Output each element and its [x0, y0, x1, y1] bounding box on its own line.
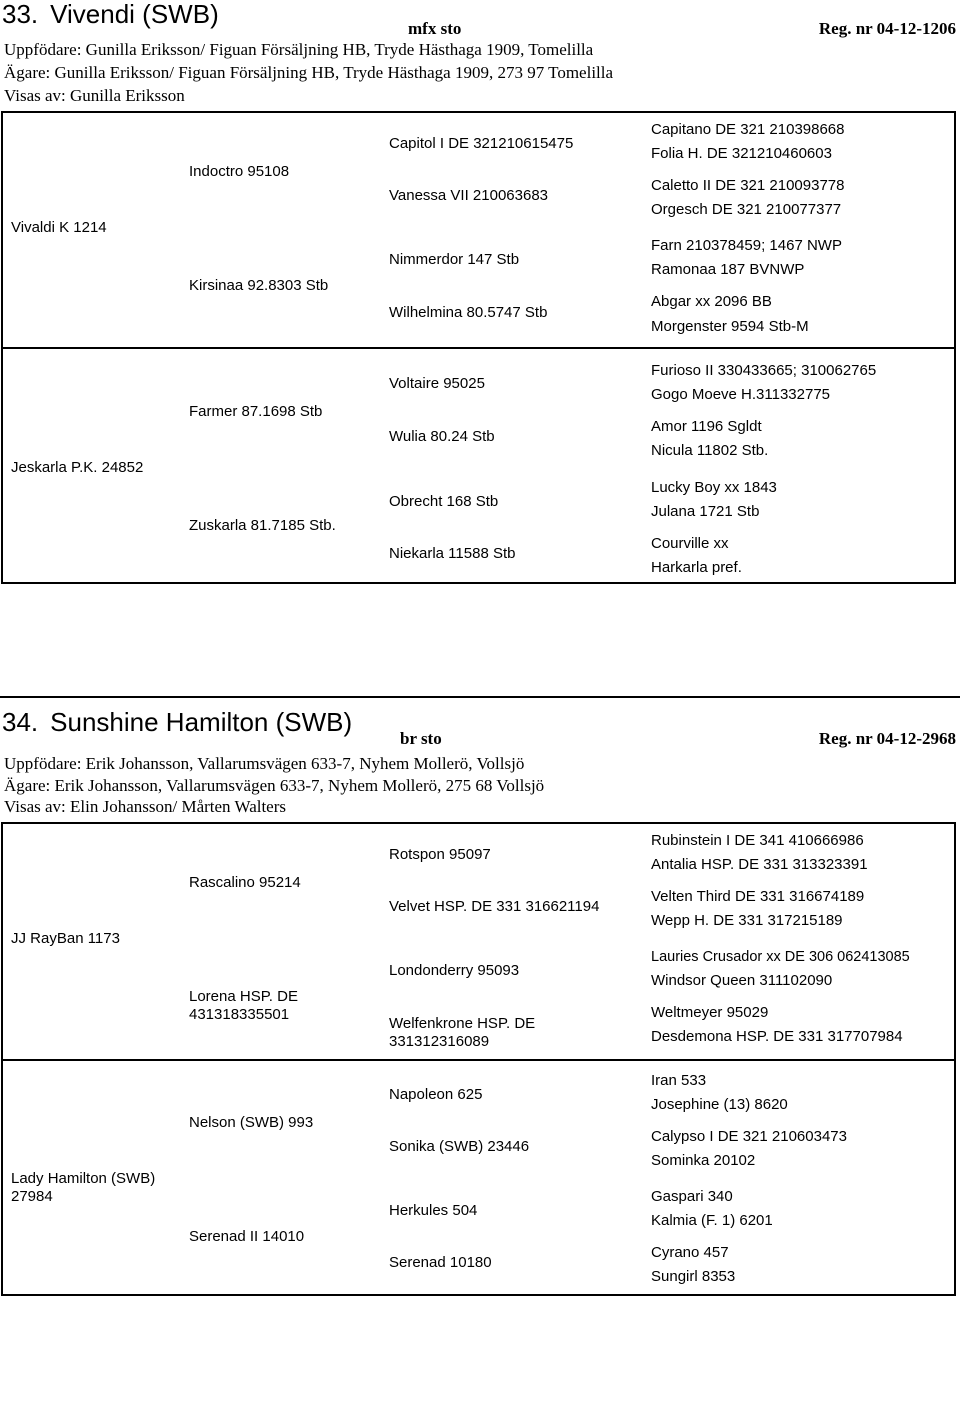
g4b-7: Cyrano 457 [651, 1244, 729, 1261]
entry-number: 34. [2, 707, 39, 737]
g3-2: Vanessa VII 210063683 [389, 187, 549, 204]
pedigree-divider [3, 1059, 954, 1061]
g3-8: Serenad 10180 [389, 1254, 492, 1271]
catalog-entry-33 [0, 0, 960, 600]
entry-title [2, 706, 352, 738]
pedigree-table [1, 111, 956, 584]
g4-2: Folia H. DE 321210460603 [651, 145, 832, 162]
dam-sire: Farmer 87.1698 Stb [189, 403, 323, 420]
registration-number: Reg. nr 04-12-1206 [818, 19, 956, 38]
g4b-2: Gogo Moeve H.311332775 [651, 386, 831, 403]
g3-3: Nimmerdor 147 Stb [389, 251, 520, 268]
g4-7: Weltmeyer 95029 [651, 1004, 769, 1021]
g4-8: Desdemona HSP. DE 331 317707984 [651, 1028, 903, 1045]
g4-3: Caletto II DE 321 210093778 [651, 177, 845, 194]
registration-number: Reg. nr 04-12-2968 [818, 729, 956, 748]
owner: Ägare: Erik Johansson, Vallarumsvägen 633-7, Nyhem Mollerö, 275 68 Vollsjö [4, 776, 545, 795]
g4-6: Windsor Queen 311102090 [651, 972, 833, 989]
horse-name: Vivendi (SWB) [50, 0, 219, 29]
breeder: Uppfödare: Erik Johansson, Vallarumsvägen 633-7, Nyhem Mollerö, Vollsjö [4, 754, 525, 773]
owner: Ägare: Gunilla Eriksson/ Figuan Försäljning HB, Tryde Hästhaga 1909, 273 97 Tomelilla [4, 63, 614, 82]
g3-4: Wilhelmina 80.5747 Stb [389, 304, 548, 321]
g3-5: Napoleon 625 [389, 1086, 483, 1103]
g4b-5: Gaspari 340 [651, 1188, 733, 1205]
shown-by: Visas av: Elin Johansson/ Mårten Walters [4, 797, 287, 816]
g4-3: Velten Third DE 331 316674189 [651, 888, 865, 905]
g3-5: Voltaire 95025 [389, 375, 485, 392]
horse-tag: mfx sto [408, 19, 462, 38]
g4b-8: Sungirl 8353 [651, 1268, 736, 1285]
g4-7: Abgar xx 2096 BB [651, 293, 772, 310]
g4b-4: Nicula 11802 Stb. [651, 442, 769, 459]
horse-tag: br sto [400, 729, 442, 748]
entry-title [2, 0, 219, 30]
breeder: Uppfödare: Gunilla Eriksson/ Figuan Försäljning HB, Tryde Hästhaga 1909, Tomelilla [4, 40, 594, 59]
g4b-2: Josephine (13) 8620 [651, 1096, 788, 1113]
shown-by: Visas av: Gunilla Eriksson [4, 86, 185, 105]
pedigree-table [1, 822, 956, 1296]
g4-1: Rubinstein I DE 341 410666986 [651, 832, 864, 849]
sire-dam: Kirsinaa 92.8303 Stb [189, 277, 329, 294]
pedigree-divider [3, 347, 954, 349]
g4-1: Capitano DE 321 210398668 [651, 121, 845, 138]
sire-dam: Lorena HSP. DE 431318335501 [189, 988, 298, 1023]
dam: Jeskarla P.K. 24852 [11, 459, 144, 476]
sire-sire: Rascalino 95214 [189, 874, 301, 891]
dam-dam: Serenad II 14010 [189, 1228, 305, 1245]
g3-6: Wulia 80.24 Stb [389, 428, 495, 445]
g4-2: Antalia HSP. DE 331 313323391 [651, 856, 868, 873]
g3-2: Velvet HSP. DE 331 316621194 [389, 898, 600, 915]
g3-3: Londonderry 95093 [389, 962, 520, 979]
g3-1: Rotspon 95097 [389, 846, 491, 863]
g4b-5: Lucky Boy xx 1843 [651, 479, 777, 496]
dam-dam: Zuskarla 81.7185 Stb. [189, 517, 336, 534]
g4-8: Morgenster 9594 Stb-M [651, 318, 809, 335]
g4-4: Wepp H. DE 331 317215189 [651, 912, 843, 929]
g4b-4: Sominka 20102 [651, 1152, 756, 1169]
dam: Lady Hamilton (SWB) 27984 [11, 1170, 156, 1205]
g3-4: Welfenkrone HSP. DE 331312316089 [389, 1015, 536, 1050]
g4b-7: Courville xx [651, 535, 729, 552]
g3-7: Obrecht 168 Stb [389, 493, 499, 510]
horse-name: Sunshine Hamilton (SWB) [50, 707, 353, 737]
sire: JJ RayBan 1173 [11, 930, 120, 947]
dam-sire: Nelson (SWB) 993 [189, 1114, 314, 1131]
sire-sire: Indoctro 95108 [189, 163, 290, 180]
g4-5: Lauries Crusador xx DE 306 062413085 [651, 949, 910, 965]
entry-number: 33. [2, 0, 39, 29]
g4b-3: Calypso I DE 321 210603473 [651, 1128, 847, 1145]
g4b-8: Harkarla pref. [651, 559, 742, 576]
g3-1: Capitol I DE 321210615475 [389, 135, 574, 152]
sire: Vivaldi K 1214 [11, 219, 107, 236]
catalog-entry-34 [0, 696, 960, 1306]
g4-4: Orgesch DE 321 210077377 [651, 201, 842, 218]
g4b-3: Amor 1196 Sgldt [651, 418, 762, 435]
g4-5: Farn 210378459; 1467 NWP [651, 237, 842, 254]
section-rule [0, 696, 960, 698]
g3-6: Sonika (SWB) 23446 [389, 1138, 530, 1155]
g4b-6: Kalmia (F. 1) 6201 [651, 1212, 773, 1229]
g4-6: Ramonaa 187 BVNWP [651, 261, 805, 278]
g4b-6: Julana 1721 Stb [651, 503, 760, 520]
g4b-1: Iran 533 [651, 1072, 707, 1089]
g3-8: Niekarla 11588 Stb [389, 545, 516, 562]
g4b-1: Furioso II 330433665; 310062765 [651, 362, 877, 379]
g3-7: Herkules 504 [389, 1202, 478, 1219]
